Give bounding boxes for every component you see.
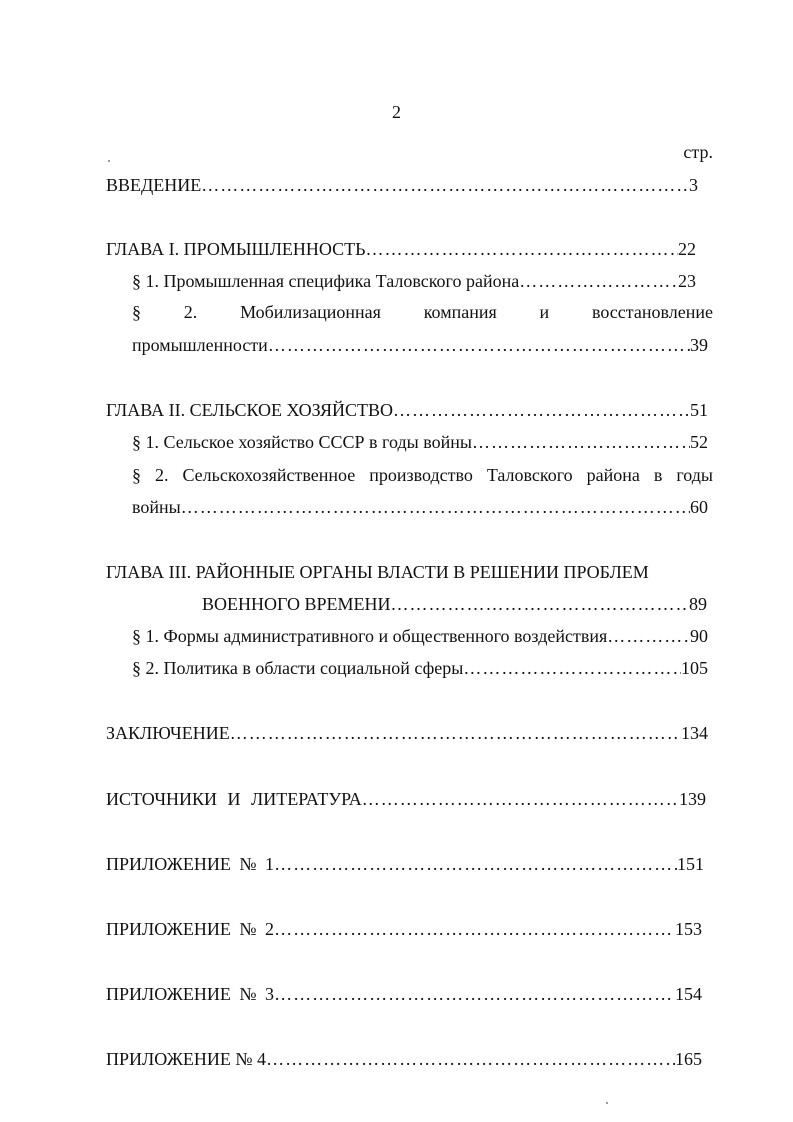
toc-entry-page: 165: [675, 1049, 702, 1069]
toc-entry-title: ВОЕННОГО ВРЕМЕНИ: [202, 594, 391, 614]
toc-entry-chapter-1-section-1[interactable]: [132, 269, 696, 293]
toc-entry-appendix-1[interactable]: [106, 852, 704, 876]
toc-entry-chapter-2[interactable]: [106, 398, 708, 422]
leader-dots: [274, 917, 675, 941]
toc-word: §: [132, 302, 141, 322]
toc-entry-page: 90: [690, 626, 708, 646]
toc-word: и: [539, 302, 550, 322]
leader-dots: [472, 430, 690, 454]
toc-entry-chapter-2-section-2-line-2[interactable]: [132, 495, 708, 519]
toc-word: 2.: [183, 302, 198, 322]
toc-entry-chapter-3-section-2[interactable]: [132, 656, 708, 680]
toc-entry-page: 52: [690, 432, 708, 452]
toc-entry-chapter-1-section-2-line-1[interactable]: [132, 300, 713, 324]
toc-entry-title: ВВЕДЕНИЕ: [106, 175, 202, 195]
toc-entry-conclusion[interactable]: [106, 721, 708, 745]
toc-entry-title: ПРИЛОЖЕНИЕ № 1: [106, 854, 275, 874]
scan-speck: [108, 160, 110, 162]
leader-dots: [365, 237, 678, 261]
toc-entry-page: 23: [678, 271, 696, 291]
toc-entry-title: ПРИЛОЖЕНИЕ № 2: [106, 919, 275, 939]
leader-dots: [268, 333, 690, 357]
toc-entry-page: 151: [677, 854, 704, 874]
toc-entry-chapter-3-line-1[interactable]: ГЛАВА III. РАЙОННЫЕ ОРГАНЫ ВЛАСТИ В РЕШЕНИИ ПРОБЛЕМ: [106, 562, 649, 582]
toc-entry-chapter-3-line-2[interactable]: [202, 592, 707, 616]
toc-entry-chapter-2-section-1[interactable]: [132, 430, 708, 454]
page-number: 2: [392, 102, 401, 122]
leader-dots: [201, 173, 689, 197]
toc-entry-page: 154: [675, 984, 702, 1004]
page-column-label: стр.: [683, 142, 713, 162]
toc-entry-page: 3: [689, 175, 698, 195]
leader-dots: [390, 592, 689, 616]
toc-entry-page: 134: [681, 723, 708, 743]
toc-entry-page: 139: [679, 789, 706, 809]
leader-dots: [274, 852, 677, 876]
toc-word: 2.: [154, 465, 169, 485]
leader-dots: [230, 721, 681, 745]
toc-entry-chapter-1-section-2-line-2[interactable]: [132, 333, 708, 357]
toc-word: годы: [676, 465, 713, 485]
toc-entry-page: 39: [690, 335, 708, 355]
toc-word: компания: [423, 302, 497, 322]
toc-entry-title: ГЛАВА II. СЕЛЬСКОЕ ХОЗЯЙСТВО: [106, 400, 393, 420]
toc-entry-page: 51: [690, 400, 708, 420]
toc-entry-page: 22: [678, 239, 696, 259]
toc-entry-title: войны: [132, 497, 181, 517]
leader-dots: [607, 624, 690, 648]
toc-word: Таловского: [486, 465, 573, 485]
scan-speck: [606, 1102, 608, 1104]
toc-entry-title: § 2. Политика в области социальной сферы: [132, 658, 464, 678]
toc-entry-page: 105: [681, 658, 708, 678]
toc-entry-title: § 1. Промышленная специфика Таловского района: [132, 271, 520, 291]
toc-entry-chapter-2-section-2-line-1[interactable]: [132, 463, 713, 487]
leader-dots: [362, 787, 679, 811]
toc-entry-page: 60: [690, 497, 708, 517]
toc-word: района: [586, 465, 640, 485]
toc-entry-page: 153: [675, 919, 702, 939]
toc-entry-title: промышленности: [132, 335, 268, 355]
toc-entry-introduction[interactable]: [106, 173, 698, 197]
toc-word: в: [653, 465, 663, 485]
toc-entry-sources[interactable]: [106, 787, 706, 811]
leader-dots: [393, 398, 690, 422]
toc-word: производство: [369, 465, 473, 485]
toc-entry-title: ГЛАВА I. ПРОМЫШЛЕННОСТЬ: [106, 239, 366, 259]
toc-entry-page: 89: [689, 594, 707, 614]
leader-dots: [274, 982, 675, 1006]
toc-entry-title: ЗАКЛЮЧЕНИЕ: [106, 723, 230, 743]
toc-word: Мобилизационная: [240, 302, 381, 322]
toc-entry-chapter-3-section-1[interactable]: [132, 624, 708, 648]
toc-entry-title: § 1. Формы административного и общественного воздействия: [132, 626, 608, 646]
toc-entry-title: ИСТОЧНИКИ И ЛИТЕРАТУРА: [106, 789, 362, 809]
toc-entry-appendix-3[interactable]: [106, 982, 702, 1006]
toc-word: восстановление: [591, 302, 713, 322]
toc-entry-title: § 1. Сельское хозяйство СССР в годы войны: [132, 432, 472, 452]
toc-entry-chapter-1[interactable]: [106, 237, 696, 261]
toc-word: §: [132, 465, 141, 485]
leader-dots: [519, 269, 678, 293]
toc-entry-appendix-2[interactable]: [106, 917, 702, 941]
leader-dots: [463, 656, 681, 680]
toc-entry-title: ПРИЛОЖЕНИЕ № 4: [106, 1049, 267, 1069]
leader-dots: [181, 495, 690, 519]
toc-word: Сельскохозяйственное: [182, 465, 356, 485]
toc-entry-appendix-4[interactable]: [106, 1047, 702, 1071]
leader-dots: [266, 1047, 675, 1071]
toc-entry-title: ПРИЛОЖЕНИЕ № 3: [106, 984, 275, 1004]
